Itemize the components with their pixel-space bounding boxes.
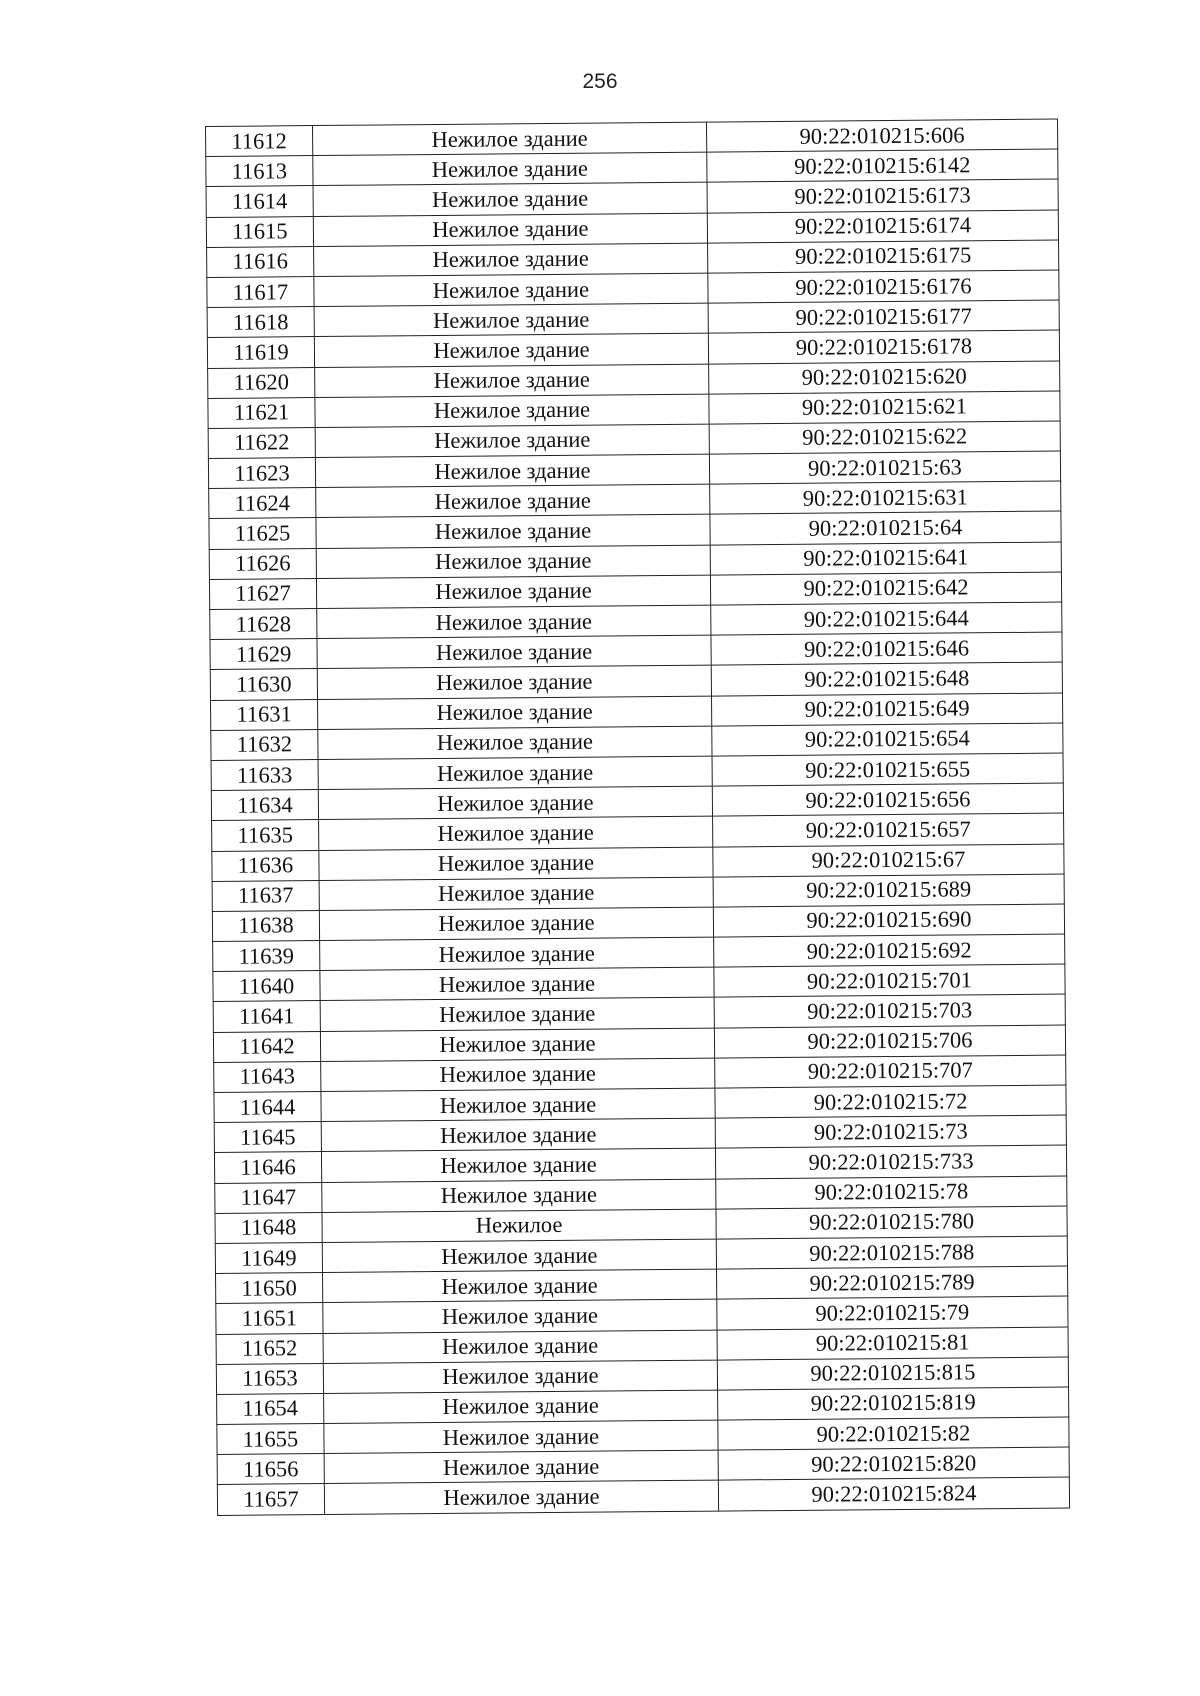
cadastral-number-cell: 90:22:010215:6142 xyxy=(707,149,1058,182)
object-name-cell: Нежилое здание xyxy=(318,726,712,760)
row-number-cell: 11612 xyxy=(206,126,313,157)
cadastral-number-cell: 90:22:010215:656 xyxy=(712,783,1063,816)
cadastral-number-cell: 90:22:010215:6175 xyxy=(708,240,1059,273)
row-number-cell: 11619 xyxy=(207,337,314,368)
row-number-cell: 11655 xyxy=(217,1424,324,1455)
row-number-cell: 11651 xyxy=(216,1303,323,1334)
object-name-cell: Нежилое здание xyxy=(319,907,713,941)
object-name-cell: Нежилое здание xyxy=(320,937,714,971)
row-number-cell: 11616 xyxy=(207,246,314,277)
object-name-cell: Нежилое здание xyxy=(314,273,708,307)
row-number-cell: 11635 xyxy=(212,820,319,851)
cadastral-number-cell: 90:22:010215:701 xyxy=(714,964,1065,997)
row-number-cell: 11637 xyxy=(212,880,319,911)
cadastral-number-cell: 90:22:010215:6176 xyxy=(708,270,1059,303)
cadastral-number-cell: 90:22:010215:67 xyxy=(713,844,1064,877)
row-number-cell: 11639 xyxy=(213,941,320,972)
object-name-cell: Нежилое здание xyxy=(316,484,710,518)
cadastral-number-cell: 90:22:010215:6178 xyxy=(708,330,1059,363)
cadastral-number-cell: 90:22:010215:655 xyxy=(712,753,1063,786)
object-name-cell: Нежилое здание xyxy=(324,1390,718,1424)
object-name-cell: Нежилое здание xyxy=(323,1330,717,1364)
cadastral-number-cell: 90:22:010215:642 xyxy=(710,572,1061,605)
cadastral-number-cell: 90:22:010215:81 xyxy=(717,1327,1068,1360)
object-name-cell: Нежилое здание xyxy=(318,756,712,790)
cadastral-number-cell: 90:22:010215:73 xyxy=(715,1115,1066,1148)
cadastral-number-cell: 90:22:010215:789 xyxy=(716,1266,1067,1299)
cadastral-number-cell: 90:22:010215:692 xyxy=(714,934,1065,967)
row-number-cell: 11618 xyxy=(207,307,314,338)
object-name-cell: Нежилое здание xyxy=(319,877,713,911)
cadastral-number-cell: 90:22:010215:72 xyxy=(715,1085,1066,1118)
object-name-cell: Нежилое здание xyxy=(315,454,709,488)
page-number: 256 xyxy=(582,70,618,93)
object-name-cell: Нежилое здание xyxy=(324,1420,718,1454)
object-name-cell: Нежилое здание xyxy=(321,1148,715,1182)
row-number-cell: 11632 xyxy=(211,729,318,760)
row-number-cell: 11626 xyxy=(209,548,316,579)
object-name-cell: Нежилое здание xyxy=(313,122,707,156)
row-number-cell: 11620 xyxy=(208,367,315,398)
object-name-cell: Нежилое здание xyxy=(313,213,707,247)
row-number-cell: 11629 xyxy=(210,639,317,670)
row-number-cell: 11634 xyxy=(211,790,318,821)
row-number-cell: 11630 xyxy=(210,669,317,700)
object-name-cell: Нежилое здание xyxy=(322,1179,716,1213)
row-number-cell: 11646 xyxy=(214,1152,321,1183)
row-number-cell: 11617 xyxy=(207,276,314,307)
cadastral-number-cell: 90:22:010215:824 xyxy=(718,1477,1069,1510)
cadastral-number-cell: 90:22:010215:641 xyxy=(710,542,1061,575)
object-name-cell: Нежилое здание xyxy=(321,1118,715,1152)
cadastral-number-cell: 90:22:010215:648 xyxy=(711,662,1062,695)
cadastral-number-cell: 90:22:010215:6177 xyxy=(708,300,1059,333)
cadastral-number-cell: 90:22:010215:654 xyxy=(712,723,1063,756)
cadastral-number-cell: 90:22:010215:631 xyxy=(710,481,1061,514)
object-name-cell: Нежилое здание xyxy=(316,545,710,579)
cadastral-number-cell: 90:22:010215:6174 xyxy=(707,210,1058,243)
row-number-cell: 11649 xyxy=(215,1242,322,1273)
cadastral-number-cell: 90:22:010215:606 xyxy=(706,119,1057,152)
row-number-cell: 11623 xyxy=(208,458,315,489)
cadastral-number-cell: 90:22:010215:79 xyxy=(717,1296,1068,1329)
cadastral-number-cell: 90:22:010215:788 xyxy=(716,1236,1067,1269)
row-number-cell: 11650 xyxy=(216,1273,323,1304)
cadastral-number-cell: 90:22:010215:689 xyxy=(713,874,1064,907)
object-name-cell: Нежилое здание xyxy=(318,786,712,820)
row-number-cell: 11654 xyxy=(217,1393,324,1424)
row-number-cell: 11625 xyxy=(209,518,316,549)
object-name-cell: Нежилое здание xyxy=(314,243,708,277)
object-name-cell: Нежилое здание xyxy=(315,424,709,458)
cadastral-number-cell: 90:22:010215:620 xyxy=(709,361,1060,394)
cadastral-number-cell: 90:22:010215:657 xyxy=(713,813,1064,846)
cadastral-number-cell: 90:22:010215:78 xyxy=(716,1176,1067,1209)
row-number-cell: 11656 xyxy=(217,1454,324,1485)
object-name-cell: Нежилое здание xyxy=(321,1088,715,1122)
cadastral-number-cell: 90:22:010215:733 xyxy=(715,1145,1066,1178)
row-number-cell: 11615 xyxy=(206,216,313,247)
cadastral-number-cell: 90:22:010215:706 xyxy=(714,1025,1065,1058)
row-number-cell: 11640 xyxy=(213,971,320,1002)
row-number-cell: 11627 xyxy=(209,578,316,609)
row-number-cell: 11628 xyxy=(210,609,317,640)
cadastral-number-cell: 90:22:010215:621 xyxy=(709,391,1060,424)
object-name-cell: Нежилое xyxy=(322,1209,716,1243)
object-name-cell: Нежилое здание xyxy=(322,1239,716,1273)
object-name-cell: Нежилое здание xyxy=(318,696,712,730)
row-number-cell: 11614 xyxy=(206,186,313,217)
row-number-cell: 11643 xyxy=(214,1061,321,1092)
cadastral-number-cell: 90:22:010215:780 xyxy=(716,1206,1067,1239)
cadastral-number-cell: 90:22:010215:819 xyxy=(718,1387,1069,1420)
cadastral-number-cell: 90:22:010215:64 xyxy=(710,511,1061,544)
object-name-cell: Нежилое здание xyxy=(323,1299,717,1333)
row-number-cell: 11653 xyxy=(216,1363,323,1394)
object-name-cell: Нежилое здание xyxy=(319,847,713,881)
cadastral-number-cell: 90:22:010215:649 xyxy=(711,693,1062,726)
row-number-cell: 11657 xyxy=(217,1484,324,1515)
row-number-cell: 11642 xyxy=(213,1031,320,1062)
cadastral-number-cell: 90:22:010215:815 xyxy=(717,1357,1068,1390)
cadastral-number-cell: 90:22:010215:820 xyxy=(718,1447,1069,1480)
row-number-cell: 11648 xyxy=(215,1212,322,1243)
row-number-cell: 11621 xyxy=(208,397,315,428)
cadastral-number-cell: 90:22:010215:6173 xyxy=(707,179,1058,212)
row-number-cell: 11613 xyxy=(206,156,313,187)
object-name-cell: Нежилое здание xyxy=(321,1058,715,1092)
row-number-cell: 11633 xyxy=(211,759,318,790)
row-number-cell: 11645 xyxy=(214,1122,321,1153)
row-number-cell: 11624 xyxy=(209,488,316,519)
object-name-cell: Нежилое здание xyxy=(320,998,714,1032)
row-number-cell: 11647 xyxy=(215,1182,322,1213)
object-name-cell: Нежилое здание xyxy=(324,1481,718,1515)
cadastral-number-cell: 90:22:010215:703 xyxy=(714,994,1065,1027)
object-name-cell: Нежилое здание xyxy=(313,152,707,186)
property-registry-table xyxy=(205,119,1070,1516)
cadastral-number-cell: 90:22:010215:707 xyxy=(715,1055,1066,1088)
object-name-cell: Нежилое здание xyxy=(319,816,713,850)
object-name-cell: Нежилое здание xyxy=(320,1028,714,1062)
cadastral-number-cell: 90:22:010215:63 xyxy=(709,451,1060,484)
object-name-cell: Нежилое здание xyxy=(320,967,714,1001)
object-name-cell: Нежилое здание xyxy=(315,364,709,398)
object-name-cell: Нежилое здание xyxy=(324,1450,718,1484)
row-number-cell: 11622 xyxy=(208,427,315,458)
object-name-cell: Нежилое здание xyxy=(315,394,709,428)
registry-table-body xyxy=(206,119,1070,1515)
object-name-cell: Нежилое здание xyxy=(317,605,711,639)
object-name-cell: Нежилое здание xyxy=(323,1360,717,1394)
row-number-cell: 11652 xyxy=(216,1333,323,1364)
object-name-cell: Нежилое здание xyxy=(317,665,711,699)
table-row xyxy=(217,1477,1069,1515)
cadastral-number-cell: 90:22:010215:644 xyxy=(711,602,1062,635)
object-name-cell: Нежилое здание xyxy=(313,182,707,216)
object-name-cell: Нежилое здание xyxy=(323,1269,717,1303)
object-name-cell: Нежилое здание xyxy=(316,515,710,549)
object-name-cell: Нежилое здание xyxy=(316,575,710,609)
row-number-cell: 11631 xyxy=(211,699,318,730)
row-number-cell: 11641 xyxy=(213,1001,320,1032)
row-number-cell: 11636 xyxy=(212,850,319,881)
cadastral-number-cell: 90:22:010215:646 xyxy=(711,632,1062,665)
row-number-cell: 11644 xyxy=(214,1092,321,1123)
row-number-cell: 11638 xyxy=(212,910,319,941)
cadastral-number-cell: 90:22:010215:82 xyxy=(718,1417,1069,1450)
cadastral-number-cell: 90:22:010215:690 xyxy=(713,904,1064,937)
object-name-cell: Нежилое здание xyxy=(314,303,708,337)
object-name-cell: Нежилое здание xyxy=(317,635,711,669)
cadastral-number-cell: 90:22:010215:622 xyxy=(709,421,1060,454)
object-name-cell: Нежилое здание xyxy=(314,333,708,367)
